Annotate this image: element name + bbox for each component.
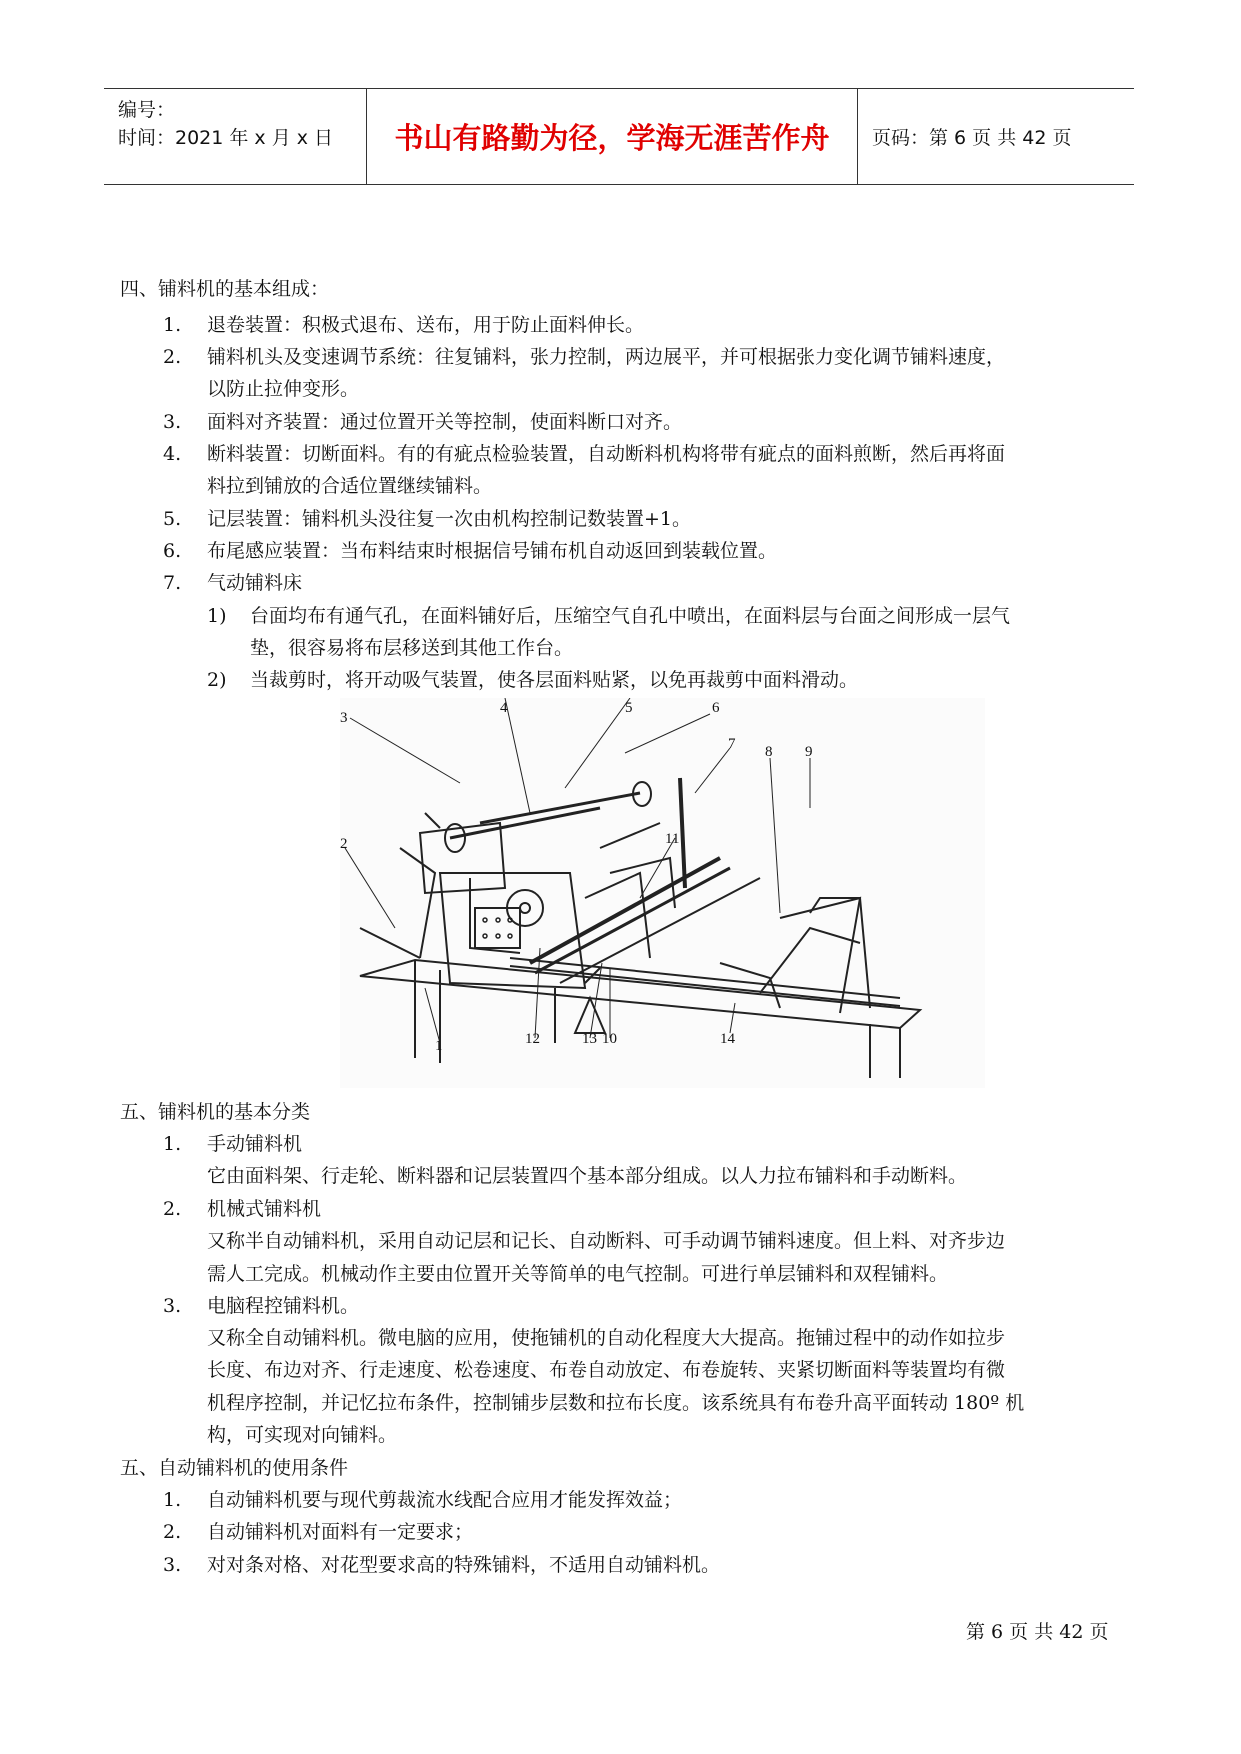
figure-label: 2 [340,836,348,852]
list-item-number: 1. [163,314,182,336]
sub-item-number: 2) [207,669,227,691]
figure-label: 6 [712,700,720,716]
list-item-number: 2. [163,1521,182,1543]
list-item-number: 4. [163,443,182,465]
page-header [104,88,1134,185]
page-label: 页码：第 6 页 共 42 页 [872,127,1072,149]
list-item-heading: 电脑程控铺料机。 [207,1295,360,1317]
figure-label: 14 [720,1031,735,1047]
sub-item-text: 台面均布有通气孔，在面料铺好后，压缩空气自孔中喷出，在面料层与台面之间形成一层气 [250,605,1011,627]
section-5b-title: 五、自动铺料机的使用条件 [120,1457,349,1479]
figure-label: 7 [728,736,736,752]
list-item-text: 以防止拉伸变形。 [207,378,360,400]
list-item-text: 构，可实现对向铺料。 [207,1424,398,1446]
list-item-number: 2. [163,346,182,368]
list-item-number: 3. [163,411,182,433]
section-5a-title: 五、铺料机的基本分类 [120,1101,311,1123]
list-item-text: 铺料机头及变速调节系统：往复铺料，张力控制，两边展平，并可根据张力变化调节铺料速度， [207,346,1006,368]
list-item-heading: 手动铺料机 [207,1133,303,1155]
figure-label: 4 [500,700,508,716]
list-item-number: 2. [163,1198,182,1220]
motto: 书山有路勤为径，学海无涯苦作舟 [367,89,858,184]
list-item-heading: 机械式铺料机 [207,1198,322,1220]
list-item-text: 长度、布边对齐、行走速度、松卷速度、布卷自动放定、布卷旋转、夹紧切断面料等装置均有微 [207,1359,1006,1381]
list-item-text: 气动铺料床 [207,572,303,594]
list-item-text: 对对条对格、对花型要求高的特殊铺料，不适用自动铺料机。 [207,1554,721,1576]
number-label: 编号： [118,99,176,121]
figure-label: 10 [602,1031,617,1047]
list-item-number: 7. [163,572,182,594]
header-meta-cell [104,89,367,184]
list-item-number: 1. [163,1489,182,1511]
list-item-number: 3. [163,1295,182,1317]
list-item-text: 断料装置：切断面料。有的有疵点检验装置，自动断料机构将带有疵点的面料煎断，然后再将面 [207,443,1006,465]
list-item-number: 6. [163,540,182,562]
list-item-text: 面料对齐装置：通过位置开关等控制，使面料断口对齐。 [207,411,683,433]
list-item-text: 它由面料架、行走轮、断料器和记层装置四个基本部分组成。以人力拉布铺料和手动断料。 [207,1165,968,1187]
list-item-text: 自动铺料机要与现代剪裁流水线配合应用才能发挥效益； [207,1489,683,1511]
list-item-text: 记层装置：铺料机头没往复一次由机构控制记数装置+1。 [207,508,692,530]
figure-label: 11 [665,831,680,847]
list-item-number: 1. [163,1133,182,1155]
spreading-machine-figure [340,698,985,1088]
list-item-text: 需人工完成。机械动作主要由位置开关等简单的电气控制。可进行单层铺料和双程铺料。 [207,1263,949,1285]
figure-label: 13 [582,1031,597,1047]
list-item-text: 又称全自动铺料机。微电脑的应用，使拖铺机的自动化程度大大提高。拖铺过程中的动作如拉步 [207,1327,1006,1349]
list-item-text: 料拉到铺放的合适位置继续铺料。 [207,475,493,497]
spreading-machine-diagram [340,698,985,1088]
figure-label: 1 [435,1038,443,1054]
list-item-text: 布尾感应装置：当布料结束时根据信号铺布机自动返回到装载位置。 [207,540,778,562]
list-item-text: 机程序控制，并记忆拉布条件，控制铺步层数和拉布长度。该系统具有布卷升高平面转动 180º 机 [207,1392,1025,1414]
sub-item-number: 1) [207,605,227,627]
figure-label: 12 [525,1031,540,1047]
page-footer: 第 6 页 共 42 页 [966,1621,1109,1643]
time-label: 时间：2021 年 x 月 x 日 [118,127,334,149]
figure-label: 3 [340,710,348,726]
list-item-text: 又称半自动铺料机，采用自动记层和记长、自动断料、可手动调节铺料速度。但上料、对齐步边 [207,1230,1006,1252]
figure-label: 9 [805,744,813,760]
figure-label: 5 [625,700,633,716]
list-item-text: 退卷装置：积极式退布、送布，用于防止面料伸长。 [207,314,645,336]
figure-label: 8 [765,744,773,760]
list-item-text: 自动铺料机对面料有一定要求； [207,1521,474,1543]
sub-item-text: 垫，很容易将布层移送到其他工作台。 [250,637,574,659]
list-item-number: 5. [163,508,182,530]
list-item-number: 3. [163,1554,182,1576]
section-4-title: 四、铺料机的基本组成： [120,278,330,300]
sub-item-text: 当裁剪时，将开动吸气装置，使各层面料贴紧，以免再裁剪中面料滑动。 [250,669,859,691]
